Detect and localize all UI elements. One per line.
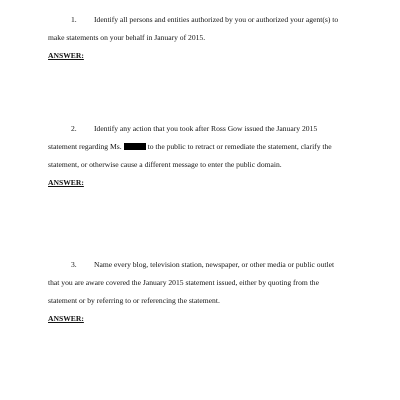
question-2-text-2a: statement regarding Ms. <box>48 142 122 151</box>
question-2-line-2 <box>48 142 332 151</box>
question-1-number: 1. <box>71 15 77 24</box>
question-3-line-3: statement or by referring to or referencing the statement. <box>48 296 220 305</box>
question-1-text-1: Identify all persons and entities authorized by you or authorized your agent(s) to <box>94 15 339 24</box>
question-3-number: 3. <box>71 260 77 269</box>
question-1-answer-label: ANSWER: <box>48 51 84 60</box>
redaction-box <box>124 143 146 150</box>
question-2-line-3: statement, or otherwise cause a different message to enter the public domain. <box>48 160 282 169</box>
question-1-line-1 <box>71 15 338 24</box>
question-2-text-2b: to the public to retract or remediate the statement, clarify the <box>147 142 332 151</box>
question-2-answer-label: ANSWER: <box>48 178 84 187</box>
question-3-line-2: that you are aware covered the January 2015 statement issued, either by quoting from the <box>48 278 319 287</box>
question-2-text-1: Identify any action that you took after Ross Gow issued the January 2015 <box>94 124 318 133</box>
question-2-line-1 <box>71 124 317 133</box>
question-3-text-1: Name every blog, television station, newspaper, or other media or public outlet <box>94 260 335 269</box>
question-3-line-1 <box>71 260 334 269</box>
question-1-line-2: make statements on your behalf in January of 2015. <box>48 33 206 42</box>
question-2-number: 2. <box>71 124 77 133</box>
question-3-answer-label: ANSWER: <box>48 314 84 323</box>
